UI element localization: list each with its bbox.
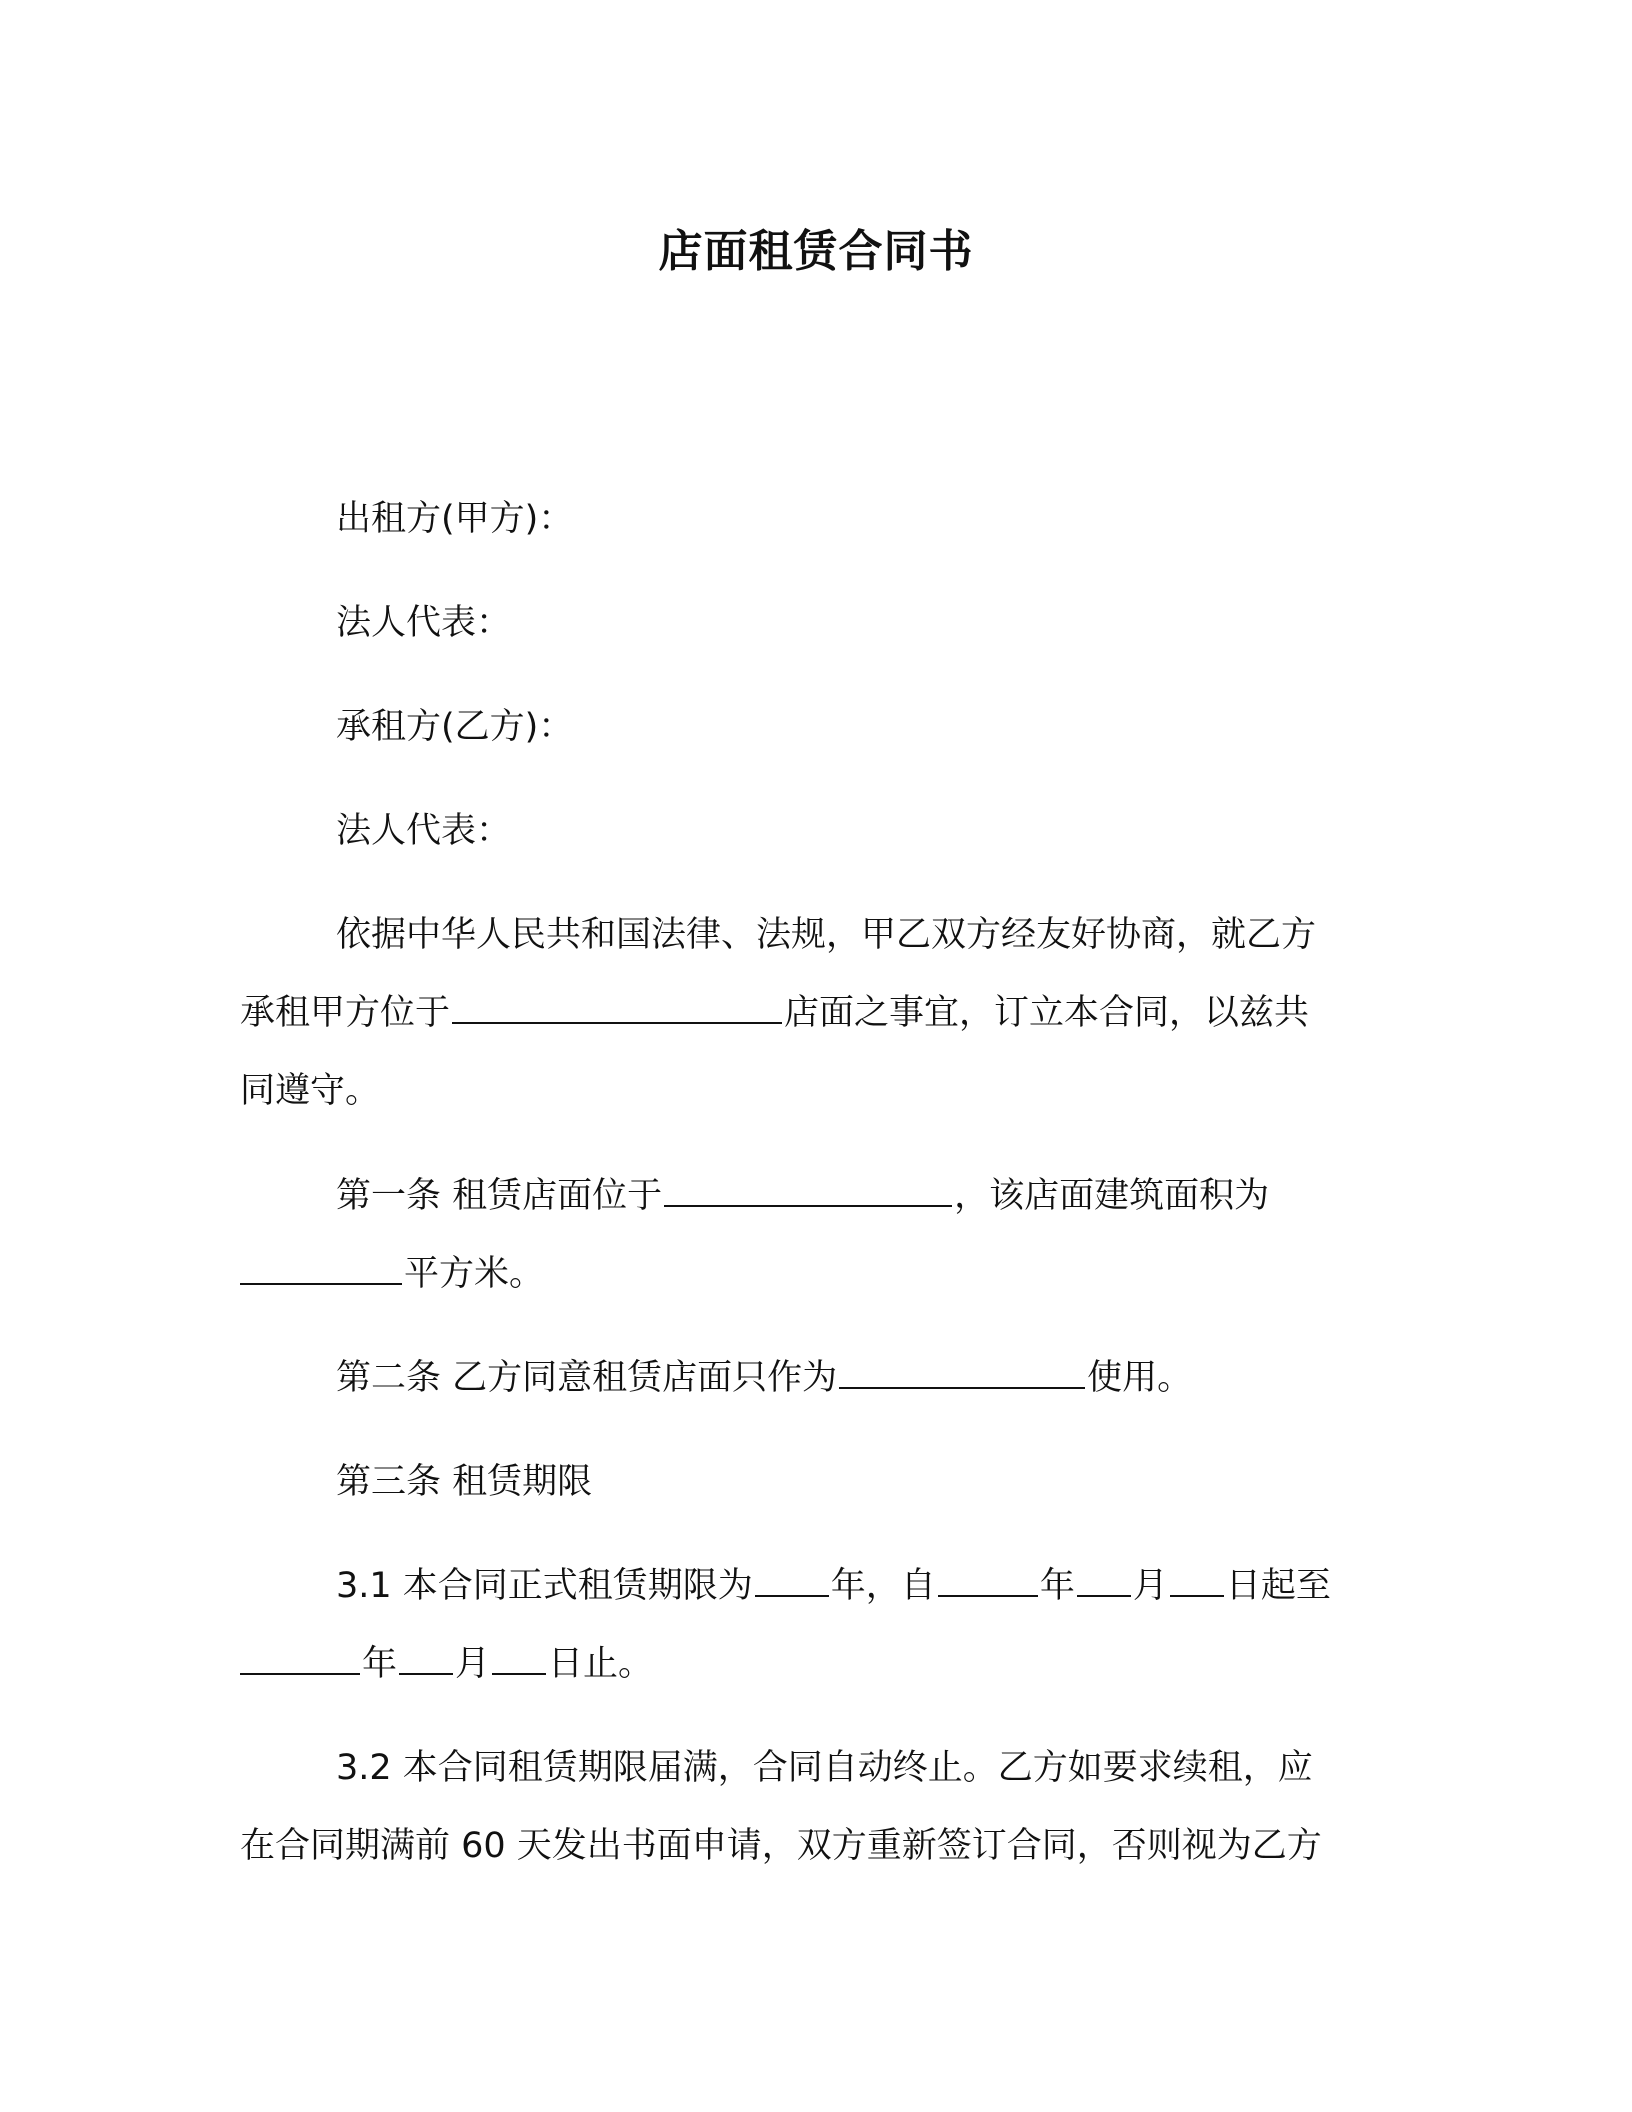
clause-3-1-month-2: 月 (455, 1644, 491, 1684)
clause-3-1-month-1: 月 (1132, 1566, 1168, 1606)
preamble-line-3: 同遵守。 (240, 1071, 381, 1111)
preamble-line-2-start: 承租甲方位于 (240, 993, 451, 1033)
article-1-line-2 (240, 1235, 1385, 1313)
location-blank (452, 992, 782, 1024)
shop-location-blank (664, 1175, 952, 1207)
article-2-start: 第二条 乙方同意租赁店面只作为 (336, 1358, 838, 1398)
article-2-end: 使用。 (1087, 1358, 1193, 1398)
clause-3-1-from: 年，自 (830, 1566, 936, 1606)
start-year-blank (938, 1565, 1038, 1597)
lessee-line (240, 688, 1385, 766)
clause-3-1-line-1 (240, 1547, 1385, 1625)
article-1 (240, 1157, 1385, 1313)
clause-3-1-year-2: 年 (362, 1644, 398, 1684)
area-blank (240, 1253, 402, 1285)
clause-3-2 (240, 1729, 1385, 1885)
clause-3-1-line-2 (240, 1625, 1385, 1703)
lessor-rep-label: 法人代表： (336, 603, 512, 643)
clause-3-1-year-1: 年 (1039, 1566, 1075, 1606)
article-3-heading (240, 1443, 1385, 1521)
clause-3-1-end: 日止。 (548, 1644, 654, 1684)
start-month-blank (1077, 1565, 1131, 1597)
clause-3-2-line-1: 3.2 本合同租赁期限届满，合同自动终止。乙方如要求续租，应 (336, 1748, 1313, 1788)
preamble-line-1: 依据中华人民共和国法律、法规，甲乙双方经友好协商，就乙方 (336, 915, 1317, 955)
article-3-title: 第三条 租赁期限 (336, 1462, 593, 1502)
term-years-blank (755, 1565, 829, 1597)
lessee-label: 承租方(乙方)： (336, 707, 574, 747)
end-year-blank (240, 1643, 360, 1675)
preamble-line-2-end: 店面之事宜，订立本合同，以兹共 (784, 993, 1310, 1033)
clause-3-1-start: 3.1 本合同正式租赁期限为 (336, 1566, 753, 1606)
document-title: 店面租赁合同书 (658, 226, 974, 277)
preamble-line-2 (240, 974, 1385, 1052)
lessee-rep-label: 法人代表： (336, 811, 512, 851)
article-1-end: 平方米。 (404, 1254, 545, 1294)
lessor-line (240, 480, 1385, 558)
preamble-paragraph (240, 896, 1385, 1130)
start-day-blank (1170, 1565, 1224, 1597)
lessee-rep-line (240, 792, 1385, 870)
end-day-blank (492, 1643, 546, 1675)
end-month-blank (399, 1643, 453, 1675)
lessor-rep-line (240, 584, 1385, 662)
clause-3-1-until: 日起至 (1225, 1566, 1331, 1606)
lessor-label: 出租方(甲方)： (336, 499, 574, 539)
clause-3-2-line-2: 在合同期满前 60 天发出书面申请，双方重新签订合同，否则视为乙方 (240, 1826, 1322, 1866)
article-1-line-1 (240, 1157, 1385, 1235)
usage-blank (839, 1357, 1085, 1389)
article-1-middle: ，该店面建筑面积为 (954, 1176, 1270, 1216)
clause-3-1 (240, 1547, 1385, 1703)
article-2 (240, 1339, 1385, 1417)
article-1-start: 第一条 租赁店面位于 (336, 1176, 663, 1216)
